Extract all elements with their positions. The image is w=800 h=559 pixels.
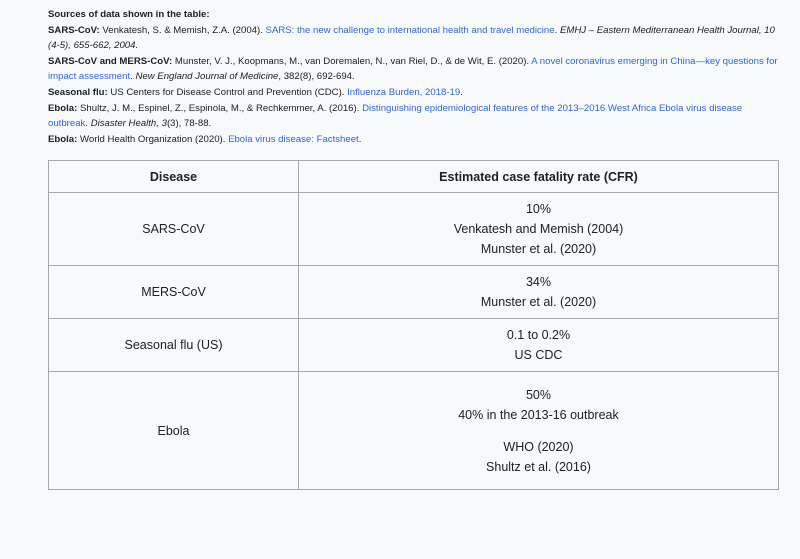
- source-journal: New England Journal of Medicine: [135, 71, 279, 83]
- cfr-cell: [299, 193, 779, 266]
- table-row: [49, 193, 779, 266]
- source-punct: .: [130, 71, 136, 83]
- source-journal: EMHJ – Eastern Mediterranean Health Journal, 10 (4-5), 655-662, 2004.: [48, 24, 775, 52]
- source-authors: Shultz, J. M., Espinel, Z., Espinola, M., & Rechkemmer, A. (2016).: [77, 102, 363, 114]
- cfr-line: US CDC: [514, 348, 563, 362]
- cfr-cell: [299, 372, 779, 490]
- cfr-line: Munster et al. (2020): [480, 242, 597, 256]
- source-tail: , 382(8), 692-694.: [278, 71, 355, 83]
- source-link[interactable]: A novel coronavirus emerging in China—key questions for impact assessment: [48, 55, 778, 83]
- cfr-cell: [299, 266, 779, 319]
- cfr-cell: [299, 319, 779, 372]
- header-disease: Disease: [49, 161, 299, 193]
- table-row: [49, 266, 779, 319]
- source-ref: [48, 101, 783, 132]
- source-ref: [48, 54, 783, 85]
- disease-cell: MERS-CoV: [49, 266, 299, 319]
- sources-heading: Sources of data shown in the table:: [48, 9, 210, 20]
- source-ref: [48, 132, 783, 148]
- source-punct: .: [460, 86, 463, 98]
- cfr-line: 0.1 to 0.2%: [506, 328, 571, 342]
- cfr-line: 34%: [525, 275, 552, 289]
- disease-cell: Ebola: [49, 372, 299, 490]
- source-label: SARS-CoV and MERS-CoV:: [48, 55, 173, 67]
- cfr-line: Venkatesh and Memish (2004): [453, 222, 624, 236]
- cfr-line: Munster et al. (2020): [480, 295, 597, 309]
- table-row: [49, 372, 779, 490]
- table-row: [49, 319, 779, 372]
- header-cfr: Estimated case fatality rate (CFR): [299, 161, 779, 193]
- cfr-line: 50%: [525, 387, 552, 402]
- sources-block: [48, 7, 783, 147]
- source-label: Seasonal flu:: [48, 86, 108, 98]
- source-link[interactable]: Distinguishing epidemiological features of the 2013–2016 West Africa Ebola virus disease outbreak: [48, 102, 743, 130]
- cfr-table: [48, 160, 779, 490]
- source-punct: .: [554, 24, 560, 36]
- disease-cell: Seasonal flu (US): [49, 319, 299, 372]
- cfr-spacer: [305, 425, 772, 437]
- cfr-line: 10%: [525, 202, 552, 216]
- source-label: SARS-CoV:: [48, 24, 100, 36]
- source-journal: Disaster Health, 3: [90, 118, 167, 130]
- source-link[interactable]: Influenza Burden, 2018-19: [347, 86, 461, 98]
- source-tail: (3), 78-88.: [166, 118, 212, 130]
- cfr-line: Shultz et al. (2016): [486, 459, 591, 474]
- source-authors: US Centers for Disease Control and Prevention (CDC).: [107, 86, 348, 98]
- source-link[interactable]: SARS: the new challenge to international health and travel medicine: [265, 24, 555, 36]
- disease-cell: SARS-CoV: [49, 193, 299, 266]
- source-punct: .: [358, 133, 362, 145]
- source-ref: [48, 85, 783, 101]
- source-ref: [48, 23, 783, 54]
- source-punct: .: [85, 118, 91, 130]
- source-label: Ebola:: [48, 102, 78, 114]
- source-authors: Venkatesh, S. & Memish, Z.A. (2004).: [99, 24, 266, 36]
- source-label: Ebola:: [48, 133, 78, 145]
- cfr-line: 40% in the 2013-16 outbreak: [458, 407, 619, 422]
- table-header-row: [49, 161, 779, 193]
- source-authors: World Health Organization (2020).: [77, 133, 229, 145]
- cfr-line: WHO (2020): [503, 439, 574, 454]
- source-authors: Munster, V. J., Koopmans, M., van Doremalen, N., van Riel, D., & de Wit, E. (2020).: [172, 55, 532, 67]
- source-link[interactable]: Ebola virus disease: Factsheet: [228, 133, 359, 145]
